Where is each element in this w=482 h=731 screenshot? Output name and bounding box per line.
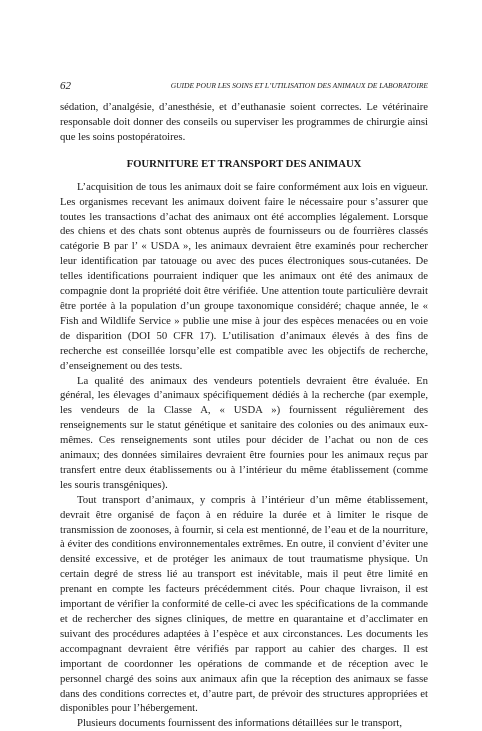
paragraph-acquisition: L’acquisition de tous les animaux doit se faire conformément aux lois en vigueur. Les organismes recevant les animaux doivent faire le nécessaire pour s’assurer que toutes les transactions d’achat des animaux ont été accomplies légalement. Lorsque des chiens et des chats sont obtenus auprès de fournisseurs ou de fourrières classés catégorie B par l’ « USDA », les animaux devraient être examinés pour rechercher leur identification par tatouage ou avec des puces électroniques sous-cutanées. De telles identifications pourraient indiquer que les animaux ont été des animaux de compagnie dont la propriété doit être vérifiée. Une attention toute particulière devrait être portée à la population d’un groupe taxonomique considéré; chaque année, le « Fish and Wildlife Service » publie une mise à jour des espèces menacées ou en voie de disparition (DOI 50 CFR 17). L’utilisation d’animaux élevés à des fins de recherche est conseillée lorsqu’elle est compatible avec les objectifs de recherche, d’enseignement ou des tests. — [60, 180, 428, 372]
section-title: FOURNITURE ET TRANSPORT DES ANIMAUX — [126, 157, 362, 170]
paragraph-documents: Plusieurs documents fournissent des informations détaillées sur le transport, — [77, 717, 403, 730]
page-body — [60, 100, 428, 731]
running-title: GUIDE POUR LES SOINS ET L’UTILISATION DES ANIMAUX DE LABORATOIRE — [170, 81, 428, 90]
paragraph-quality: La qualité des animaux des vendeurs potentiels devraient être évaluée. En général, les élevages d’animaux spécifiquement dédiés à la recherche (par exemple, les vendeurs de la Classe A, « USDA ») fournissent régulièrement des renseignements sur le statut génétique et sanitaire des colonies ou des animaux eux-mêmes. Ces renseignements sont utiles pour décider de l’achat ou non de ces animaux; des données similaires devraient être fournies pour les animaux reçus par transfert entre deux établissements ou à l’intérieur du même établissement (comme les souris transgéniques). — [60, 374, 428, 491]
page-header — [60, 79, 428, 93]
intro-paragraph: sédation, d’analgésie, d’anesthésie, et d’euthanasie soient correctes. Le vétérinaire responsable doit donner des conseils ou superviser les programmes de chirurgie ainsi que les soins postopératoires. — [60, 101, 428, 143]
paragraph-transport: Tout transport d’animaux, y compris à l’intérieur d’un même établissement, devrait être organisé de façon à en réduire la durée et à limiter le risque de transmission de zoonoses, à fournir, si cela est mentionné, de l’eau et de la nourriture, à éviter des conditions environnementales extrêmes. En outre, il convient d’éviter une densité excessive, et de protéger les animaux de tout traumatisme physique. Un certain degré de stress lié au transport est inévitable, mais il peut être limité en prenant en compte les facteurs précédemment cités. Pour chaque livraison, il est important de vérifier la conformité de celle-ci avec les spécifications de la commande et de rechercher des signes cliniques, de mettre en quarantaine et d’acclimater en suivant des procédures adaptées à l’espèce et aux circonstances. Les documents les accompagnant devraient être vérifiés par rapport au cahier des charges. Il est important de coordonner les opérations de commande et de réception avec le personnel chargé des soins aux animaux afin que la réception des animaux se fasse dans des conditions correctes et, d’autre part, de prévoir des structures appropriées et disponibles pour l’hébergement. — [60, 493, 428, 715]
page-number: 62 — [60, 80, 71, 92]
